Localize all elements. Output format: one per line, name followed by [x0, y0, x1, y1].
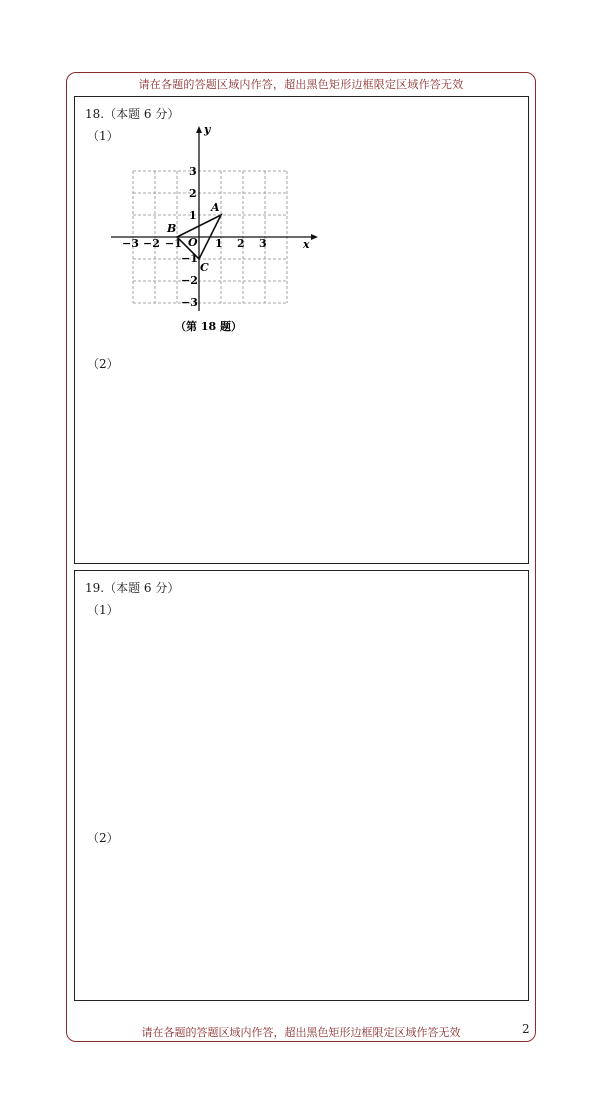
question-18-part-1: （1） [87, 129, 119, 143]
coordinate-figure [105, 121, 345, 351]
y-axis-arrow-icon [196, 126, 202, 133]
y-axis-label: y [204, 123, 211, 136]
y-tick-label: −2 [181, 274, 198, 287]
x-tick-label: 1 [215, 237, 223, 250]
x-axis-label: x [303, 238, 310, 251]
point-c-label: C [200, 261, 209, 274]
page-number: 2 [522, 1022, 530, 1036]
x-tick-label: 3 [259, 237, 267, 250]
x-axis-arrow-icon [311, 234, 318, 240]
y-tick-label: −1 [181, 252, 198, 265]
point-a-label: A [211, 201, 220, 214]
question-19-part-2: （2） [87, 831, 119, 845]
point-b-label: B [167, 222, 177, 235]
question-18-title: 18.（本题 6 分） [85, 107, 180, 121]
question-19-answer-box[interactable] [74, 570, 529, 1001]
question-18-answer-box[interactable] [74, 96, 529, 564]
x-tick-label: −3 [122, 237, 139, 250]
y-tick-label: 1 [189, 209, 197, 222]
y-tick-label: 2 [189, 187, 197, 200]
x-tick-label: 2 [237, 237, 245, 250]
footer-instruction: 请在各题的答题区域内作答，超出黑色矩形边框限定区域作答无效 [141, 1026, 461, 1039]
x-tick-label: −1 [165, 237, 182, 250]
y-tick-label: −3 [181, 296, 198, 309]
question-18-part-2: （2） [87, 357, 119, 371]
header-instruction: 请在各题的答题区域内作答，超出黑色矩形边框限定区域作答无效 [138, 78, 464, 91]
figure-caption: （第 18 题） [175, 320, 242, 333]
question-19-title: 19.（本题 6 分） [85, 581, 180, 595]
x-tick-label: −2 [143, 237, 160, 250]
question-19-part-1: （1） [87, 603, 119, 617]
origin-label: O [188, 236, 198, 249]
y-tick-label: 3 [189, 165, 197, 178]
